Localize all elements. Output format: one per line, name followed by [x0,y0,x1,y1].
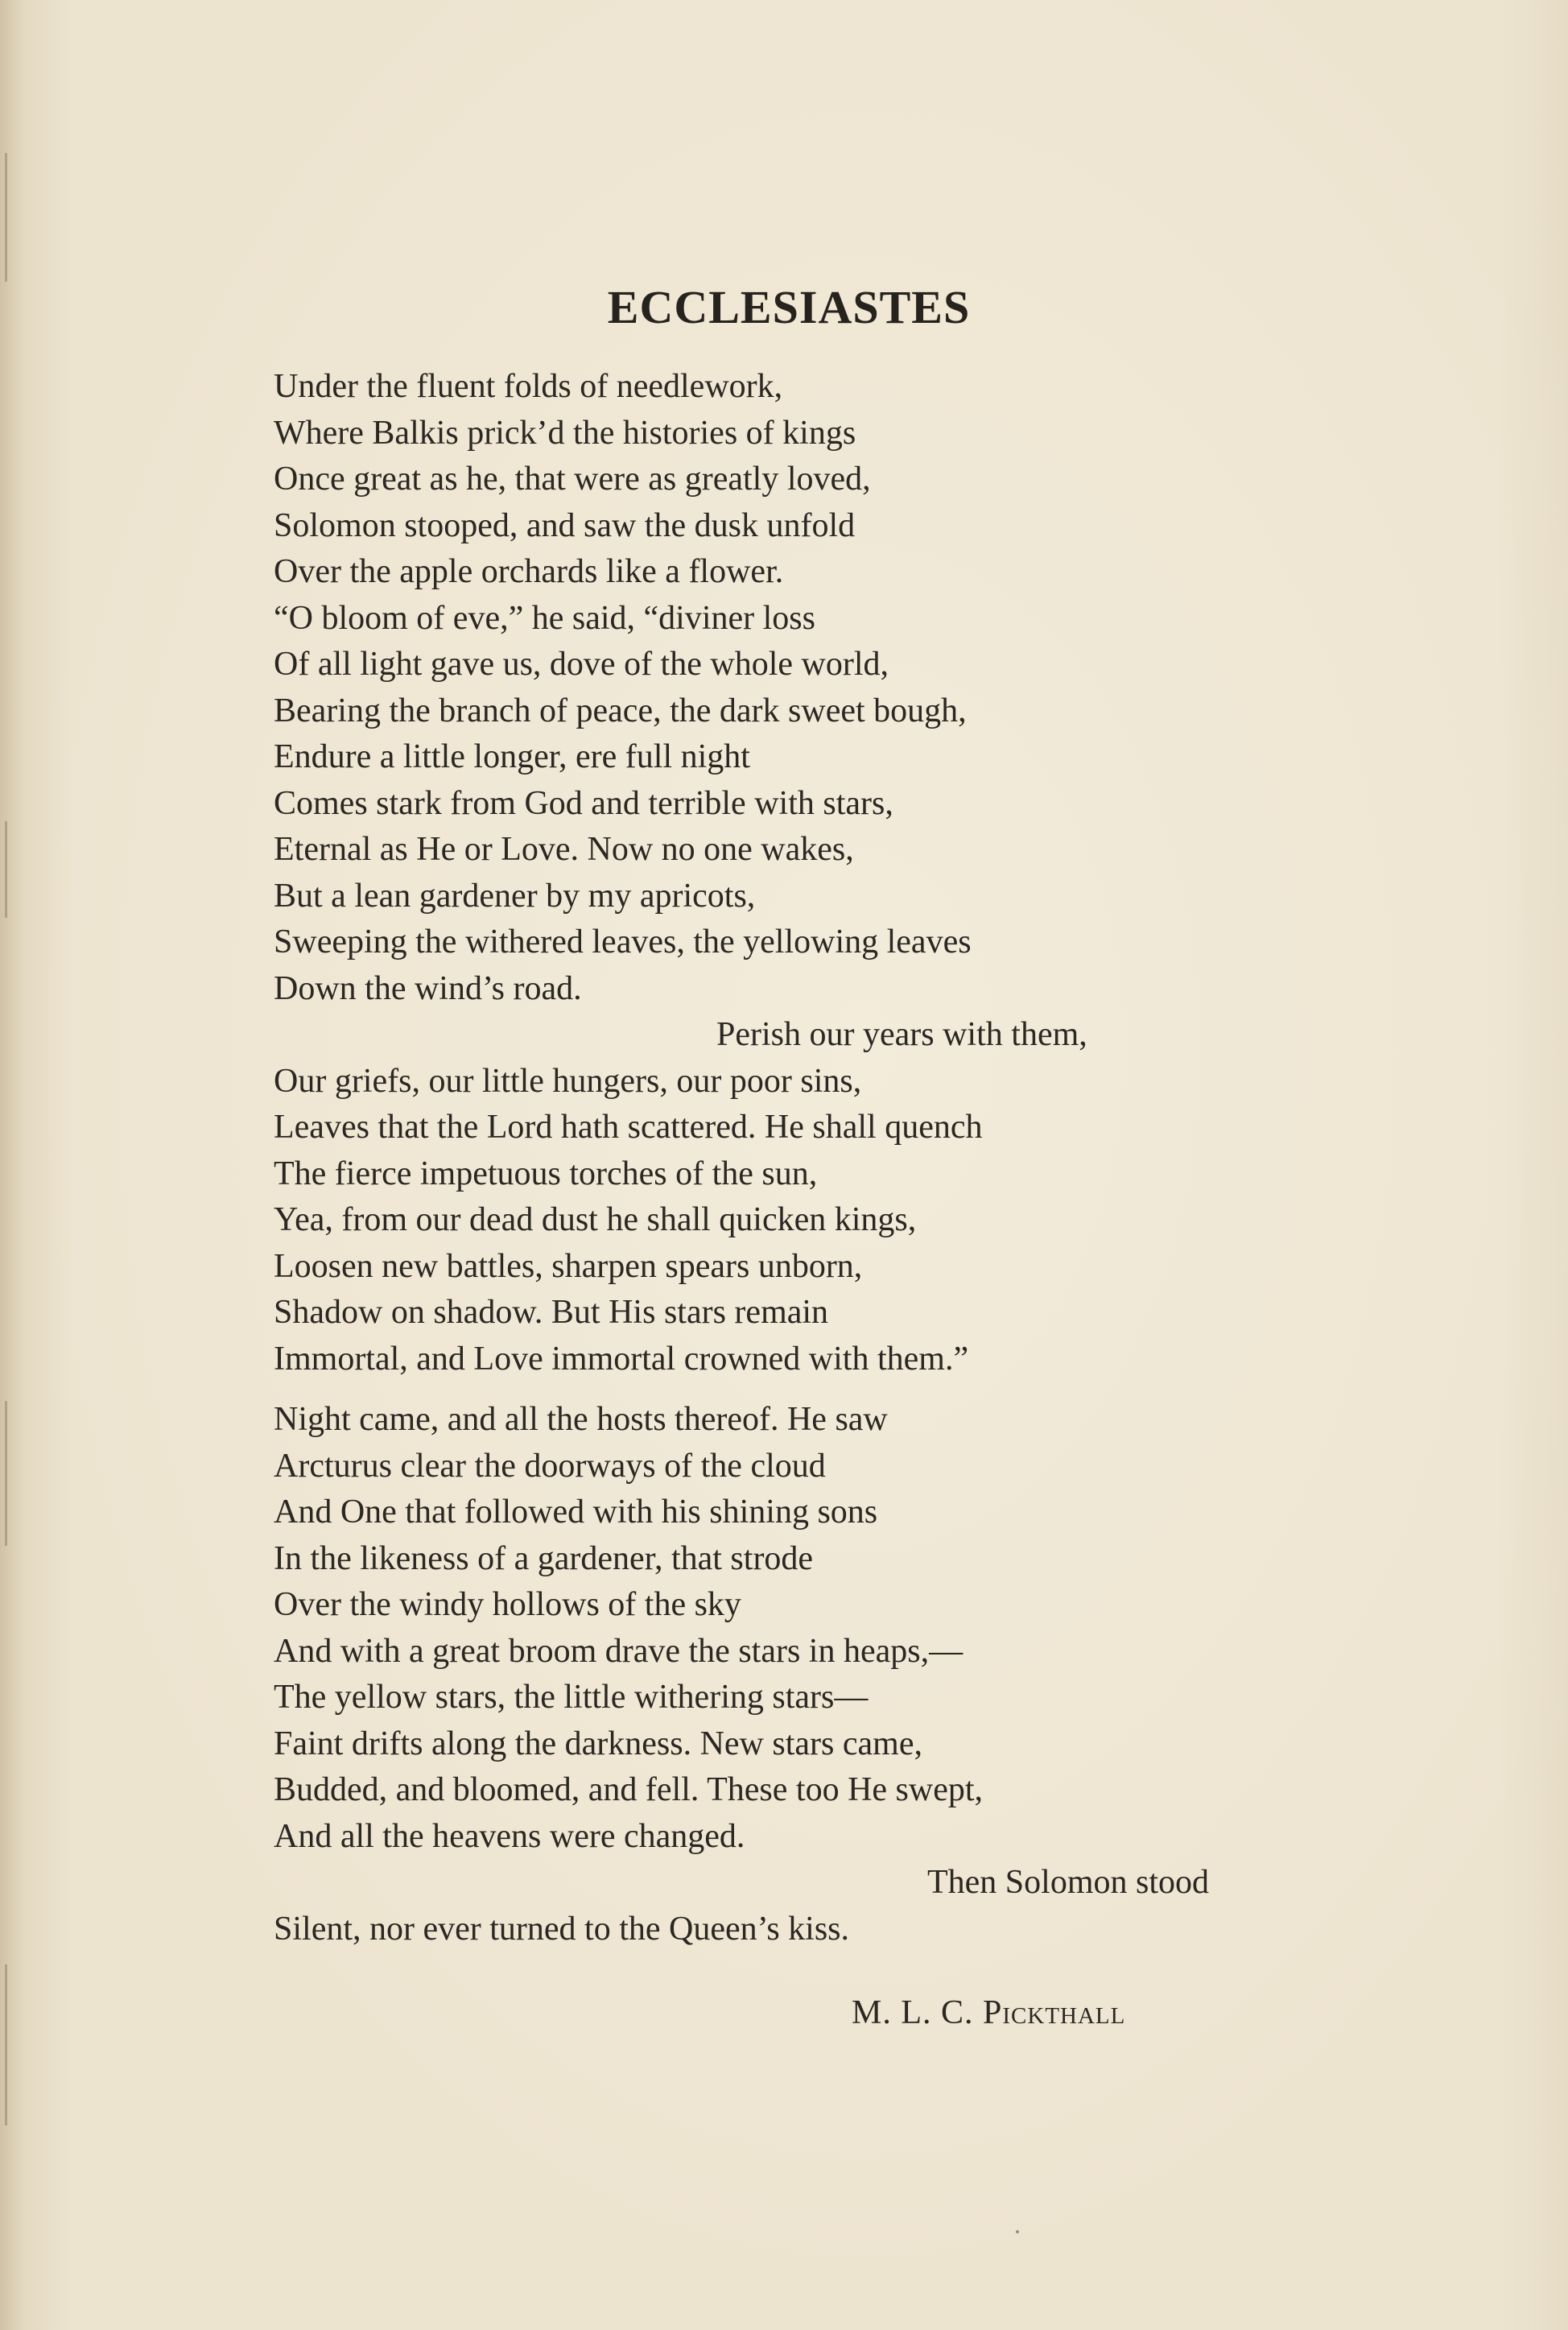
poem-line: The fierce impetuous torches of the sun, [274,1155,818,1192]
poem-line: And One that followed with his shining sons [274,1493,878,1531]
poem-line: Perish our years with them, [716,1016,1087,1053]
gutter-shadow [5,821,7,918]
poem-line: Endure a little longer, ere full night [274,738,750,775]
poem-line: The yellow stars, the little withering stars— [274,1679,869,1716]
stanza [274,1397,1320,1952]
stanza [274,364,1320,1382]
poem-line: Budded, and bloomed, and fell. These too He swept, [274,1771,984,1808]
poem-line: Eternal as He or Love. Now no one wakes, [274,831,854,868]
poem-line: “O bloom of eve,” he said, “diviner loss [274,599,815,637]
poem-line: Shadow on shadow. But His stars remain [274,1294,829,1331]
poem-line: Bearing the branch of peace, the dark sweet bough, [274,692,967,729]
poem-line: In the likeness of a gardener, that strode [274,1539,814,1577]
poem-line: Comes stark from God and terrible with stars, [274,784,893,822]
poem-line: Our griefs, our little hungers, our poor sins, [274,1062,862,1100]
stanza-break [274,1382,1320,1397]
poem-body [274,364,1320,1952]
poem-line: And with a great broom drave the stars in heaps,— [274,1632,963,1670]
poem-line: Yea, from our dead dust he shall quicken kings, [274,1201,917,1238]
poem-line: Silent, nor ever turned to the Queen’s kiss. [274,1910,850,1948]
poem-line: Faint drifts along the darkness. New stars came, [274,1725,922,1762]
poem-line: But a lean gardener by my apricots, [274,877,756,915]
paper-speck [1016,2230,1019,2233]
poem-line: Leaves that the Lord hath scattered. He shall quench [274,1109,983,1146]
gutter-shadow [5,1964,7,2126]
poem-line: Where Balkis prick’d the histories of kings [274,414,856,452]
poem-line: Immortal, and Love immortal crowned with them.” [274,1340,969,1378]
poem-title: ECCLESIASTES [607,281,971,333]
poem-line: Night came, and all the hosts thereof. He saw [274,1401,888,1438]
poem-line: Over the windy hollows of the sky [274,1586,741,1623]
poem-line: Of all light gave us, dove of the whole world, [274,646,889,683]
poem-line: Over the apple orchards like a flower. [274,553,784,590]
poem-line: Once great as he, that were as greatly loved, [274,461,871,498]
poem-line: Under the fluent folds of needlework, [274,368,783,405]
poem-line: Sweeping the withered leaves, the yellowing leaves [274,923,972,961]
gutter-shadow [5,153,7,282]
poem-author: M. L. C. Pickthall [852,1994,1126,2031]
poem-line: And all the heavens were changed. [274,1817,745,1855]
poem-line: Down the wind’s road. [274,969,582,1007]
gutter-shadow [5,1401,7,1546]
poem-line: Loosen new battles, sharpen spears unborn, [274,1247,863,1285]
poem-line: Then Solomon stood [927,1864,1210,1901]
poem-line: Arcturus clear the doorways of the cloud [274,1447,826,1485]
poem-line: Solomon stooped, and saw the dusk unfold [274,506,856,544]
